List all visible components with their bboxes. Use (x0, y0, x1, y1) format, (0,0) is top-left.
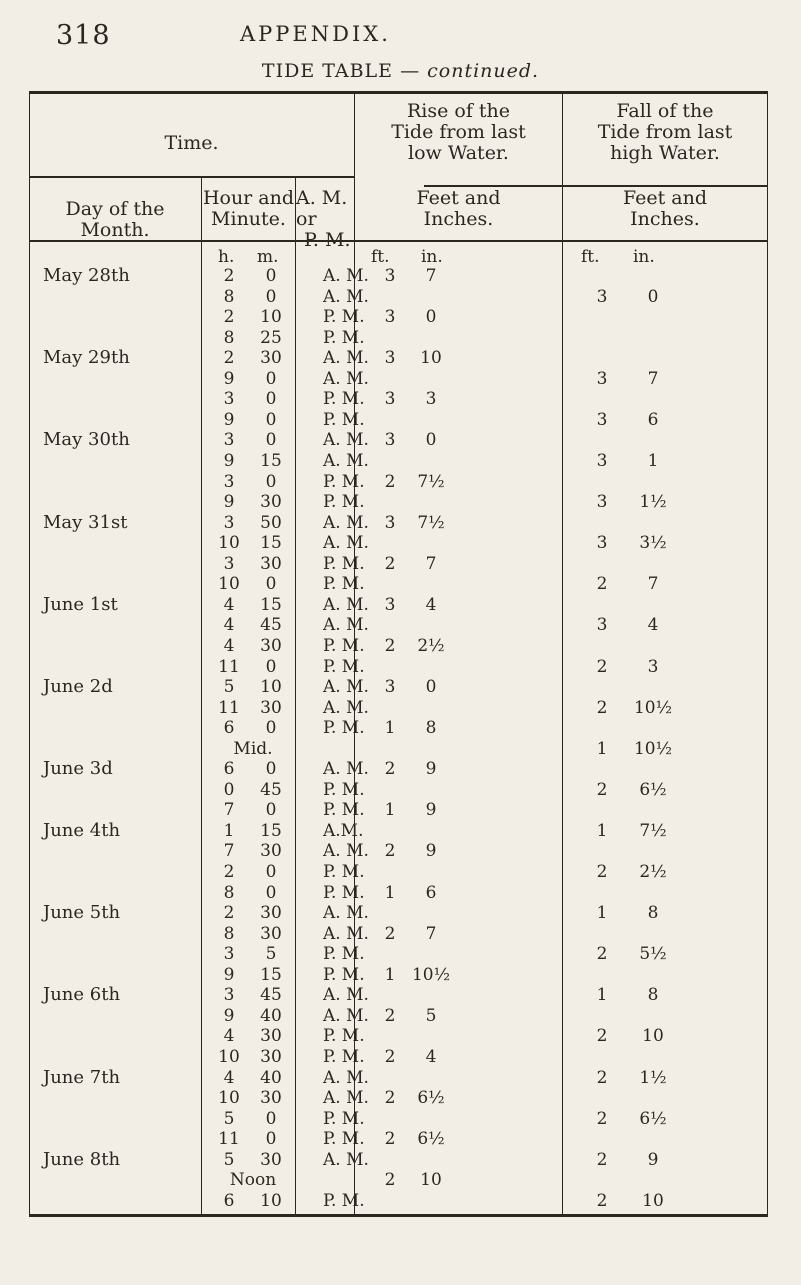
day-label: May 31st (43, 511, 128, 533)
hour-cell: 8 (223, 286, 235, 307)
am-pm-cell: A. M. (323, 594, 369, 615)
hour-cell: 4 (223, 615, 235, 636)
fall-feet-cell: 3 (596, 451, 608, 471)
minute-cell: 30 (260, 903, 282, 924)
fall-inches-cell: 2½ (639, 862, 667, 882)
table-title-main: TIDE TABLE — (261, 60, 421, 82)
header-rise-line-2: Tide from last (391, 121, 526, 143)
fall-feet-cell: 2 (596, 862, 608, 882)
minute-cell: 0 (265, 1129, 277, 1150)
am-pm-cell: A. M. (323, 451, 369, 471)
header-rise (355, 101, 562, 164)
hour-cell: 3 (223, 553, 235, 574)
am-pm-cell: P. M. (323, 882, 365, 903)
minute-cell: 50 (260, 512, 282, 533)
header-hour-minute (202, 188, 295, 230)
page-number: 318 (56, 20, 111, 51)
rise-inches-cell: 5 (425, 1005, 437, 1026)
minute-cell: 0 (265, 471, 277, 492)
hour-cell: 10 (218, 533, 240, 554)
am-pm-cell: P. M. (323, 574, 365, 595)
unit-fall-feet: ft. (581, 247, 600, 267)
rise-feet-cell: 2 (384, 923, 396, 944)
hour-cell: 9 (223, 368, 235, 389)
fall-feet-cell: 2 (596, 1108, 608, 1129)
header-time: Time. (164, 132, 219, 154)
rise-inches-cell: 0 (425, 677, 437, 697)
fall-feet-cell: 3 (596, 615, 608, 636)
fall-feet-cell: 1 (596, 820, 608, 841)
hour-cell: 4 (223, 635, 235, 656)
minute-cell: 0 (265, 800, 277, 821)
rise-feet-cell: 1 (384, 882, 396, 903)
unit-minutes: m. (257, 247, 279, 267)
rise-column-rule (562, 91, 563, 1214)
rise-inches-cell: 7½ (417, 471, 445, 492)
am-pm-cell: P. M. (323, 1046, 365, 1067)
day-label: June 7th (43, 1066, 121, 1088)
rise-inches-cell: 9 (425, 800, 437, 821)
hour-cell: 9 (223, 409, 235, 430)
header-am-pm-line-1: A. M. or (296, 187, 348, 230)
minute-cell: 30 (260, 348, 282, 369)
fall-feet-cell: 1 (596, 903, 608, 924)
minute-cell: 25 (260, 327, 282, 348)
am-pm-cell: A. M. (323, 697, 369, 718)
rise-feet-cell: 3 (384, 512, 396, 533)
header-fall-units (563, 188, 767, 230)
header-fall-line-2: Tide from last (597, 121, 733, 143)
unit-hours: h. (218, 247, 235, 267)
day-label: June 5th (43, 902, 121, 924)
minute-cell: 30 (260, 841, 282, 862)
minute-cell: 0 (265, 409, 277, 430)
rise-inches-cell: 2½ (417, 635, 445, 656)
rise-inches-cell: 7½ (417, 512, 445, 533)
am-pm-cell: P. M. (323, 409, 365, 430)
minute-cell: 0 (265, 1108, 277, 1129)
rise-inches-cell: 0 (425, 307, 437, 328)
am-pm-cell: P. M. (323, 944, 365, 965)
fall-feet-cell: 1 (596, 985, 608, 1006)
fall-inches-cell: 1½ (639, 492, 667, 513)
minute-cell: 0 (265, 862, 277, 882)
minute-cell: 0 (265, 882, 277, 903)
am-pm-cell: P. M. (323, 862, 365, 882)
fall-feet-cell: 2 (596, 1149, 608, 1170)
hour-cell: 4 (223, 1026, 235, 1047)
day-label: June 4th (43, 819, 121, 841)
rise-feet-cell: 3 (384, 307, 396, 328)
rise-feet-cell: 1 (384, 718, 396, 739)
am-pm-cell: P. M. (323, 800, 365, 821)
fall-feet-cell: 2 (596, 656, 608, 677)
header-rise-line-3: low Water. (408, 142, 509, 164)
am-pm-cell: A. M. (323, 923, 369, 944)
rise-inches-cell: 6½ (417, 1088, 445, 1108)
rise-inches-cell: 7 (425, 266, 437, 286)
hour-cell: 2 (223, 307, 235, 328)
rise-inches-cell: 6 (425, 882, 437, 903)
minute-cell: 45 (260, 779, 282, 800)
am-pm-cell: P. M. (323, 553, 365, 574)
am-pm-cell: A. M. (323, 533, 369, 554)
day-label: June 8th (43, 1148, 121, 1170)
fall-feet-cell: 2 (596, 697, 608, 718)
hour-column-rule (295, 178, 296, 1214)
unit-fall-inches: in. (633, 247, 655, 267)
rise-feet-cell: 2 (384, 1170, 396, 1191)
fall-inches-cell: 7½ (639, 820, 667, 841)
minute-cell: 0 (265, 759, 277, 780)
hour-cell: 9 (223, 492, 235, 513)
minute-cell: 0 (265, 656, 277, 677)
header-rise-line-1: Rise of the (406, 100, 511, 122)
hour-cell: 5 (223, 677, 235, 697)
time-special: Noon (229, 1170, 277, 1191)
fall-feet-cell: 2 (596, 1190, 608, 1211)
am-pm-cell: P. M. (323, 307, 365, 328)
am-pm-cell: A. M. (323, 348, 369, 369)
minute-cell: 15 (260, 964, 282, 985)
am-pm-cell: P. M. (323, 635, 365, 656)
hour-cell: 6 (223, 1190, 235, 1211)
hour-cell: 11 (218, 697, 240, 718)
am-pm-cell: A. M. (323, 841, 369, 862)
hour-cell: 10 (218, 1088, 240, 1108)
rise-feet-cell: 2 (384, 1005, 396, 1026)
header-rise-units-line-1: Feet and (416, 187, 501, 209)
fall-inches-cell: 1½ (639, 1067, 667, 1088)
fall-inches-cell: 3½ (639, 533, 667, 554)
table-top-rule (29, 91, 768, 94)
rise-feet-cell: 3 (384, 348, 396, 369)
minute-cell: 30 (260, 492, 282, 513)
minute-cell: 30 (260, 1149, 282, 1170)
hour-cell: 6 (223, 718, 235, 739)
am-pm-cell: A. M. (323, 1067, 369, 1088)
day-label: May 29th (43, 347, 130, 369)
header-fall-units-line-1: Feet and (622, 187, 708, 209)
day-label: June 3d (43, 758, 113, 780)
minute-cell: 30 (260, 1026, 282, 1047)
fall-inches-cell: 6½ (639, 779, 667, 800)
rise-inches-cell: 4 (425, 1046, 437, 1067)
am-pm-cell: A. M. (323, 677, 369, 697)
fall-inches-cell: 1 (647, 451, 659, 471)
hour-cell: 9 (223, 964, 235, 985)
running-head: APPENDIX. (240, 22, 391, 46)
rise-inches-cell: 4 (425, 594, 437, 615)
minute-cell: 10 (260, 307, 282, 328)
fall-inches-cell: 7 (647, 368, 659, 389)
minute-cell: 0 (265, 266, 277, 286)
hour-cell: 10 (218, 1046, 240, 1067)
am-pm-cell: A. M. (323, 1005, 369, 1026)
rise-feet-cell: 2 (384, 553, 396, 574)
right-rule (767, 91, 768, 1217)
hour-cell: 3 (223, 985, 235, 1006)
day-column-rule (201, 178, 202, 1214)
rise-inches-cell: 3 (425, 389, 437, 410)
rise-feet-cell: 2 (384, 1129, 396, 1150)
unit-rise-inches: in. (421, 247, 443, 267)
rise-inches-cell: 9 (425, 759, 437, 780)
am-pm-cell: P. M. (323, 492, 365, 513)
minute-cell: 45 (260, 615, 282, 636)
minute-cell: 40 (260, 1067, 282, 1088)
header-fall-units-line-2: Inches. (630, 208, 700, 230)
am-pm-cell: A. M. (323, 430, 369, 451)
rise-feet-cell: 3 (384, 389, 396, 410)
hour-cell: 6 (223, 759, 235, 780)
fall-feet-cell: 2 (596, 1026, 608, 1047)
hour-cell: 4 (223, 1067, 235, 1088)
rise-feet-cell: 2 (384, 635, 396, 656)
rise-feet-cell: 2 (384, 841, 396, 862)
minute-cell: 45 (260, 985, 282, 1006)
rise-feet-cell: 3 (384, 594, 396, 615)
hour-cell: 1 (223, 820, 235, 841)
fall-inches-cell: 6 (647, 409, 659, 430)
fall-inches-cell: 0 (647, 286, 659, 307)
fall-inches-cell: 5½ (639, 944, 667, 965)
fall-inches-cell: 10½ (633, 697, 673, 718)
day-label: June 1st (43, 593, 118, 615)
am-pm-cell: P. M. (323, 718, 365, 739)
am-pm-cell: P. M. (323, 1108, 365, 1129)
rise-inches-cell: 7 (425, 553, 437, 574)
hour-cell: 11 (218, 656, 240, 677)
header-day: Day of the Month. (65, 198, 165, 241)
fall-feet-cell: 2 (596, 944, 608, 965)
minute-cell: 30 (260, 553, 282, 574)
rise-feet-cell: 2 (384, 1088, 396, 1108)
fall-inches-cell: 8 (647, 985, 659, 1006)
fall-feet-cell: 3 (596, 286, 608, 307)
fall-inches-cell: 4 (647, 615, 659, 636)
hour-cell: 2 (223, 903, 235, 924)
rise-inches-cell: 10 (420, 1170, 442, 1191)
am-pm-cell: P. M. (323, 779, 365, 800)
minute-cell: 30 (260, 923, 282, 944)
am-pm-cell: A. M. (323, 266, 369, 286)
am-pm-cell: A. M. (323, 512, 369, 533)
day-label: June 2d (43, 676, 113, 697)
header-am-pm (296, 188, 358, 251)
minute-cell: 15 (260, 594, 282, 615)
hour-cell: 5 (223, 1108, 235, 1129)
fall-feet-cell: 3 (596, 409, 608, 430)
minute-cell: 5 (265, 944, 277, 965)
am-pm-cell: A. M. (323, 615, 369, 636)
am-pm-cell: P. M. (323, 656, 365, 677)
header-fall (563, 101, 767, 164)
minute-cell: 40 (260, 1005, 282, 1026)
am-pm-cell: P. M. (323, 964, 365, 985)
hour-cell: 2 (223, 266, 235, 286)
fall-inches-cell: 6½ (639, 1108, 667, 1129)
minute-cell: 0 (265, 286, 277, 307)
minute-cell: 0 (265, 389, 277, 410)
hour-cell: 4 (223, 594, 235, 615)
hour-cell: 9 (223, 1005, 235, 1026)
fall-inches-cell: 10 (642, 1190, 664, 1211)
am-pm-cell: A.M. (323, 820, 364, 841)
am-pm-cell: P. M. (323, 1190, 365, 1211)
hour-cell: 7 (223, 841, 235, 862)
hour-cell: 3 (223, 389, 235, 410)
am-pm-cell: P. M. (323, 389, 365, 410)
hour-cell: 10 (218, 574, 240, 595)
hour-cell: 0 (223, 779, 235, 800)
minute-cell: 0 (265, 430, 277, 451)
fall-feet-cell: 3 (596, 492, 608, 513)
rise-inches-cell: 10½ (411, 964, 451, 985)
fall-feet-cell: 3 (596, 533, 608, 554)
am-pm-cell: A. M. (323, 985, 369, 1006)
minute-cell: 30 (260, 1046, 282, 1067)
fall-inches-cell: 10 (642, 1026, 664, 1047)
am-pm-cell: A. M. (323, 368, 369, 389)
rise-inches-cell: 7 (425, 923, 437, 944)
fall-feet-cell: 1 (596, 738, 608, 759)
rise-inches-cell: 0 (425, 430, 437, 451)
rise-feet-cell: 3 (384, 266, 396, 286)
day-label: May 28th (43, 265, 130, 286)
header-fall-line-1: Fall of the (616, 100, 714, 122)
time-special: Mid. (233, 738, 273, 759)
table-title (0, 60, 801, 82)
day-label: June 6th (43, 984, 121, 1006)
tide-table (29, 91, 768, 1217)
fall-feet-cell: 2 (596, 779, 608, 800)
am-pm-cell: P. M. (323, 1129, 365, 1150)
header-hour-minute-line-2: Minute. (211, 208, 286, 230)
header-rise-units-line-2: Inches. (423, 208, 494, 230)
rise-feet-cell: 3 (384, 430, 396, 451)
rise-inches-cell: 10 (420, 348, 442, 369)
unit-rise-feet: ft. (371, 247, 390, 267)
hour-cell: 3 (223, 430, 235, 451)
hour-cell: 9 (223, 451, 235, 471)
minute-cell: 10 (260, 677, 282, 697)
hour-cell: 8 (223, 923, 235, 944)
fall-inches-cell: 3 (647, 656, 659, 677)
hour-cell: 2 (223, 348, 235, 369)
rise-feet-cell: 2 (384, 471, 396, 492)
rise-inches-cell: 8 (425, 718, 437, 739)
fall-inches-cell: 10½ (633, 738, 673, 759)
minute-cell: 15 (260, 533, 282, 554)
time-header-rule (29, 176, 354, 178)
table-title-continued: continued. (427, 60, 540, 82)
rise-feet-cell: 1 (384, 800, 396, 821)
am-pm-cell: A. M. (323, 903, 369, 924)
minute-cell: 0 (265, 718, 277, 739)
am-pm-cell: P. M. (323, 471, 365, 492)
hour-cell: 8 (223, 882, 235, 903)
minute-cell: 0 (265, 574, 277, 595)
fall-inches-cell: 7 (647, 574, 659, 595)
table-bottom-rule (29, 1214, 768, 1217)
am-pm-cell: P. M. (323, 327, 365, 348)
am-pm-cell: A. M. (323, 1149, 369, 1170)
rise-feet-cell: 1 (384, 964, 396, 985)
rise-inches-cell: 9 (425, 841, 437, 862)
am-pm-cell: A. M. (323, 1088, 369, 1108)
rise-inches-cell: 6½ (417, 1129, 445, 1150)
am-pm-cell: P. M. (323, 1026, 365, 1047)
hour-cell: 2 (223, 862, 235, 882)
fall-inches-cell: 8 (647, 903, 659, 924)
fall-feet-cell: 2 (596, 1067, 608, 1088)
minute-cell: 30 (260, 697, 282, 718)
header-fall-line-3: high Water. (610, 142, 720, 164)
minute-cell: 15 (260, 820, 282, 841)
minute-cell: 30 (260, 635, 282, 656)
header-am-pm-line-2: P. M. (304, 229, 351, 251)
fall-feet-cell: 3 (596, 368, 608, 389)
minute-cell: 10 (260, 1190, 282, 1211)
minute-cell: 15 (260, 451, 282, 471)
rise-feet-cell: 2 (384, 1046, 396, 1067)
hour-cell: 11 (218, 1129, 240, 1150)
header-hour-minute-line-1: Hour and (202, 187, 295, 209)
hour-cell: 3 (223, 471, 235, 492)
hour-cell: 8 (223, 327, 235, 348)
rise-feet-cell: 3 (384, 677, 396, 697)
am-pm-cell: A. M. (323, 286, 369, 307)
hour-cell: 7 (223, 800, 235, 821)
header-rise-units (355, 188, 562, 230)
left-rule (29, 91, 30, 1217)
hour-cell: 3 (223, 944, 235, 965)
minute-cell: 0 (265, 368, 277, 389)
rise-feet-cell: 2 (384, 759, 396, 780)
hour-cell: 5 (223, 1149, 235, 1170)
am-pm-cell: A. M. (323, 759, 369, 780)
fall-inches-cell: 9 (647, 1149, 659, 1170)
hour-cell: 3 (223, 512, 235, 533)
fall-feet-cell: 2 (596, 574, 608, 595)
minute-cell: 30 (260, 1088, 282, 1108)
day-label: May 30th (43, 429, 130, 451)
